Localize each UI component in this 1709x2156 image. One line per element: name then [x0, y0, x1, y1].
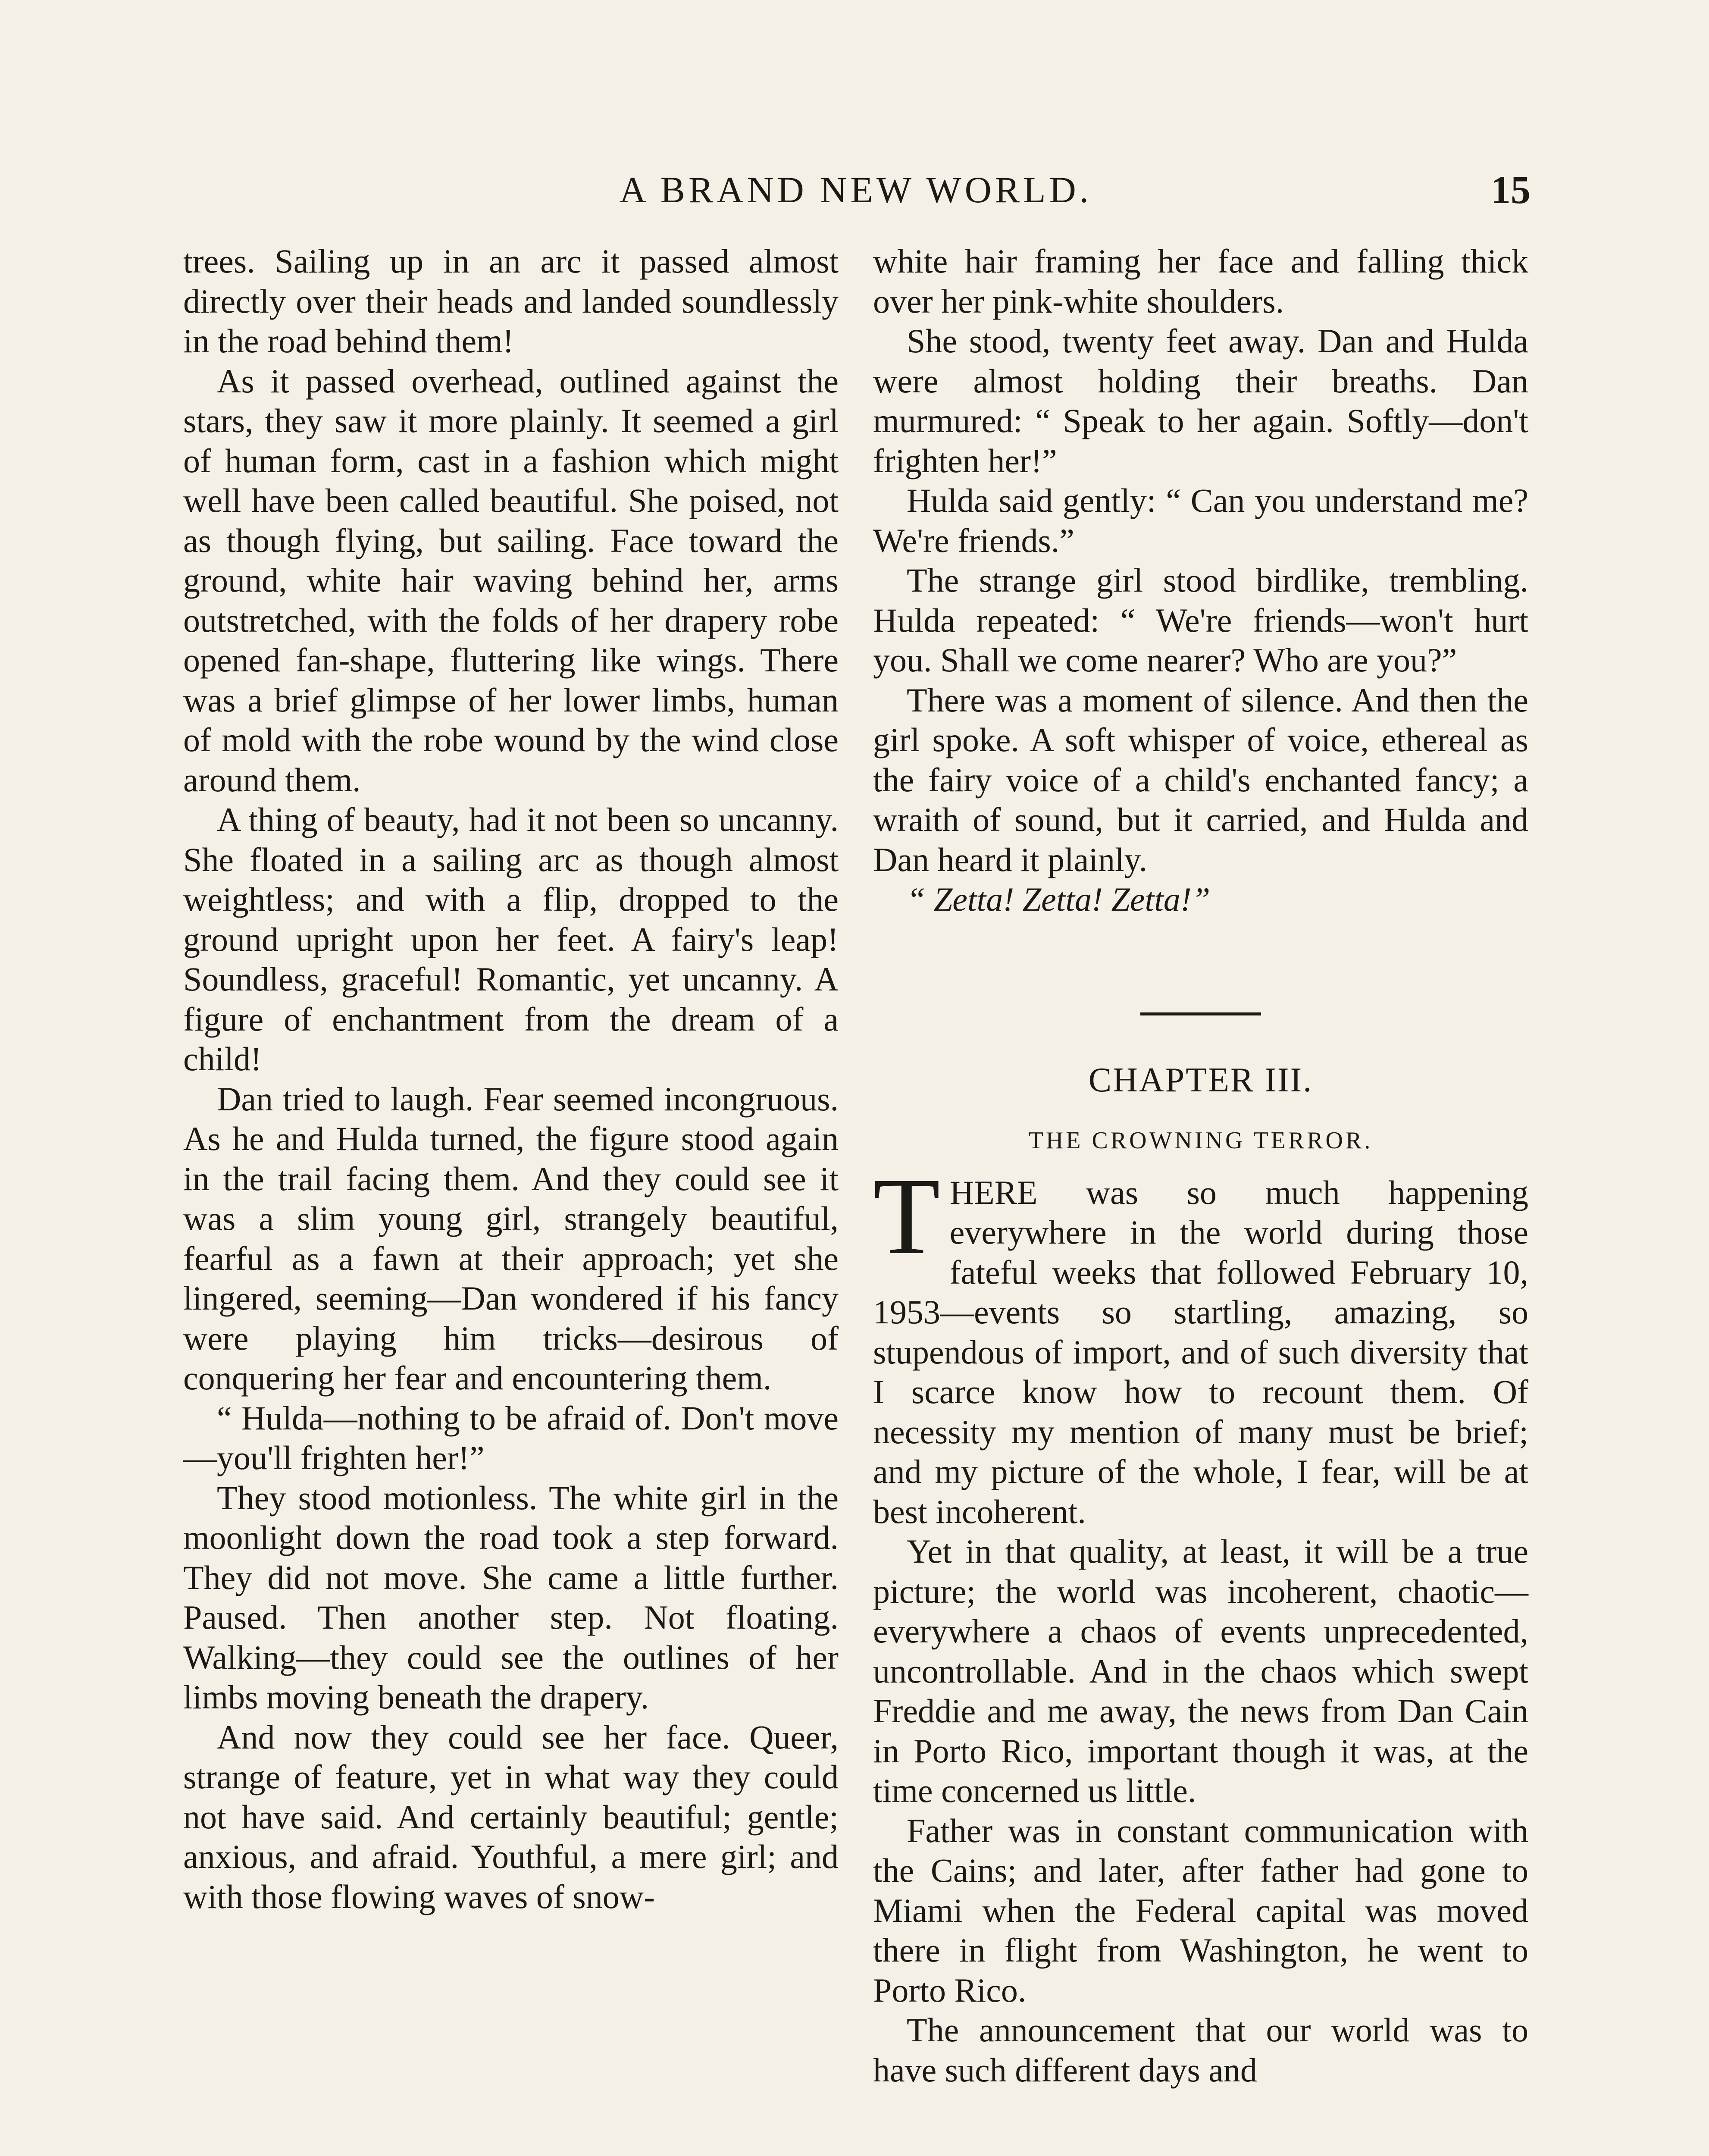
paragraph: “ Hulda—nothing to be afraid of. Don't move—you'll frighten her!”	[183, 1399, 839, 1476]
paragraph: There was a moment of silence. And then the girl spoke. A soft whisper of voice, ethereal as the fairy voice of a child's enchanted fancy; a wraith of sound, but it carried, and Hulda and Dan heard it plainly.	[873, 681, 1528, 878]
paragraph: Yet in that quality, at least, it will be a true picture; the world was incoherent, chaotic—everywhere a chaos of events unprecedented, uncontrollable. And in the chaos which swept Freddie and me away, the news from Dan Cain in Porto Rico, important though it was, at the time concerned us little.	[873, 1532, 1528, 1809]
opening-paragraph	[873, 1155, 1528, 1532]
chapter-subtitle: THE CROWNING TERROR.	[1028, 1127, 1373, 1154]
paragraph: A thing of beauty, had it not been so uncanny. She floated in a sailing arc as though almost weightless; and with a flip, dropped to the ground upright upon her feet. A fairy's leap! Soundless, graceful! Romantic, yet uncanny. A figure of enchantment from the dream of a child!	[183, 801, 839, 1078]
page-header	[181, 164, 1531, 216]
drop-cap: T	[873, 1155, 940, 1277]
paragraph: white hair framing her face and falling thick over her pink-white shoulders.	[873, 242, 1528, 320]
paragraph: trees. Sailing up in an arc it passed almost directly over their heads and landed soundlessly in the road behind them!	[183, 242, 839, 360]
paragraph: And now they could see her face. Queer, strange of feature, yet in what way they could not have said. And certainly beautiful; gentle; anxious, and afraid. Youthful, a mere girl; and with those flowing waves of snow-	[183, 1718, 839, 1915]
paragraph: As it passed overhead, outlined against the stars, they saw it more plainly. It seemed a girl of human form, cast in a fashion which might well have been called beautiful. She poised, not as though flying, but sailing. Face toward the ground, white hair waving behind her, arms outstretched, with the folds of her drapery robe opened fan-shape, fluttering like wings. There was a brief glimpse of her lower limbs, human of mold with the robe wound by the wind close around them.	[183, 362, 839, 799]
running-title: A BRAND NEW WORLD.	[619, 169, 1092, 210]
paragraph: Hulda said gently: “ Can you understand me? We're friends.”	[873, 482, 1528, 559]
quote-paragraph: “ Zetta! Zetta! Zetta!”	[907, 881, 1211, 918]
chapter-title: CHAPTER III.	[1088, 1061, 1313, 1099]
paragraph: Dan tried to laugh. Fear seemed incongruous. As he and Hulda turned, the figure stood again in the trail facing them. And they could see it was a slim young girl, strangely beautiful, fearful as a fawn at their approach; yet she lingered, seeming—Dan wondered if his fancy were playing him tricks—desirous of conquering her fear and encountering them.	[183, 1080, 839, 1397]
paragraph: They stood motionless. The white girl in the moonlight down the road took a step forward. They did not move. She came a little further. Paused. Then another step. Not floating. Walking—they could see the outlines of her limbs moving beneath the drapery.	[183, 1479, 839, 1716]
page-number: 15	[1491, 168, 1531, 212]
paragraph: The announcement that our world was to have such different days and	[873, 2011, 1528, 2089]
paragraph: The strange girl stood birdlike, trembling. Hulda repeated: “ We're friends—won't hurt you. Shall we come nearer? Who are you?”	[873, 561, 1528, 679]
left-column	[183, 241, 839, 1917]
paragraph: Father was in constant communication with the Cains; and later, after father had gone to Miami when the Federal capital was moved there in flight from Washington, he went to Porto Rico.	[873, 1811, 1528, 2009]
paragraph: She stood, twenty feet away. Dan and Hulda were almost holding their breaths. Dan murmured: “ Speak to her again. Softly—don't frighten her!”	[873, 322, 1528, 479]
opening-paragraph-text: HERE was so much happening everywhere in the world during those fateful weeks that followed February 10, 1953—events so startling, amazing, so stupendous of import, and of such diversity that I scarce know how to recount them. Of necessity my mention of many must be brief; and my picture of the whole, I fear, will be at best incoherent.	[873, 1173, 1528, 1530]
right-column	[873, 241, 1528, 2090]
section-divider	[1140, 1012, 1261, 1015]
